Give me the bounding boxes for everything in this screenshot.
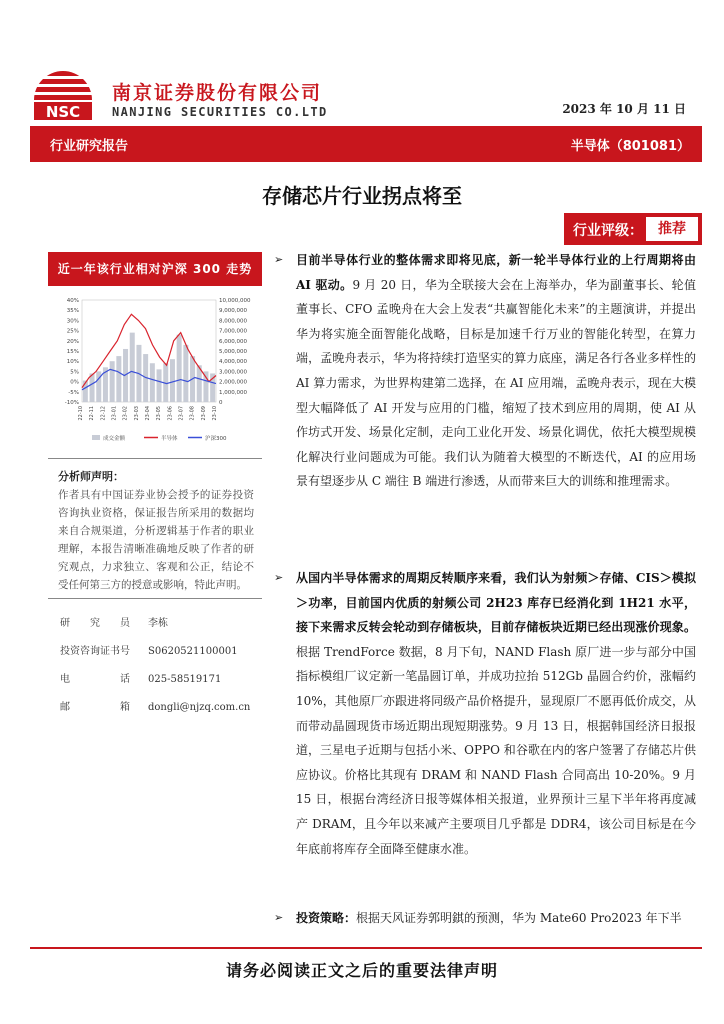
- x-tick-label: 23-10: [212, 406, 218, 421]
- volume-bar: [110, 361, 115, 402]
- paragraph-lead: 目前半导体行业的整体需求即将见底，新一轮半导体行业的上行周期将由 AI 驱动。: [296, 253, 696, 292]
- volume-bar: [177, 335, 182, 402]
- x-tick-label: 23-04: [145, 406, 151, 421]
- volume-bar: [130, 333, 135, 402]
- bullet-arrow-icon: ➢: [274, 571, 284, 584]
- contact-key: 邮 箱: [60, 702, 130, 713]
- left-tick-label: 15%: [66, 349, 79, 355]
- rating-badge: [564, 213, 702, 245]
- paragraph-demand: [274, 248, 696, 494]
- analyst-statement-text: 作者具有中国证券业协会授予的证券投资咨询执业资格，保证报告所采用的数据均来自合规渠道，分析逻辑基于作者的职业理解，本报告清晰准确地反映了作者的研究观点，力求独立、客观和公正，结论不受任何第三方的授意或影响，特此声明。: [58, 489, 254, 591]
- volume-bar: [170, 359, 175, 402]
- contact-value: S0620521100001: [148, 646, 238, 657]
- paragraph-lead: 投资策略：: [296, 911, 357, 925]
- left-tick-label: 30%: [66, 318, 79, 325]
- contact-value: 李栋: [148, 618, 168, 629]
- x-tick-label: 22-10: [78, 406, 84, 421]
- right-tick-label: 2,000,000: [219, 379, 247, 386]
- paragraph-body: 根据天风证券郭明錤的预测，华为 Mate60 Pro2023 年下半: [356, 911, 682, 925]
- report-type: 行业研究报告: [50, 139, 129, 154]
- left-tick-label: 35%: [66, 308, 79, 315]
- plot-frame: [82, 300, 216, 402]
- contact-row-analyst: [60, 614, 168, 629]
- header-bar: [30, 126, 702, 162]
- right-tick-label: 3,000,000: [219, 369, 247, 376]
- right-tick-label: 10,000,000: [219, 298, 251, 304]
- rating-value: 推荐: [646, 217, 698, 241]
- x-tick-label: 23-01: [111, 406, 118, 421]
- right-tick-label: 4,000,000: [219, 359, 247, 366]
- page-title: 存储芯片行业拐点将至: [262, 184, 462, 208]
- x-tick-label: 23-09: [200, 406, 207, 421]
- volume-bar: [90, 373, 95, 402]
- volume-bar: [116, 356, 121, 402]
- left-tick-label: 5%: [70, 369, 79, 376]
- contact-row-cert: [60, 642, 238, 657]
- chart-header: 近一年该行业相对沪深 300 走势: [48, 252, 262, 286]
- x-tick-label: 23-08: [189, 406, 196, 421]
- right-tick-label: 0: [219, 400, 223, 406]
- footer-rule: [30, 947, 702, 949]
- x-tick-label: 22-12: [100, 406, 107, 421]
- volume-bar: [150, 363, 155, 402]
- rating-label: 行业评级：: [573, 223, 643, 239]
- volume-bar: [203, 371, 208, 402]
- sector-label: 半导体（801081）: [570, 139, 690, 154]
- contact-value: 025-58519171: [148, 674, 222, 685]
- right-tick-label: 1,000,000: [219, 389, 247, 396]
- company-name-en: NANJING SECURITIES CO.LTD: [112, 105, 328, 119]
- divider: [48, 598, 262, 599]
- series-line-semiconductor: [82, 314, 216, 387]
- right-tick-label: 5,000,000: [219, 349, 247, 355]
- company-name-cn: 南京证券股份有限公司: [112, 82, 323, 104]
- contact-row-phone: [60, 670, 221, 685]
- x-tick-label: 23-02: [122, 406, 129, 421]
- legend-label: 沪深300: [205, 436, 227, 442]
- contact-value: dongli@njzq.com.cn: [148, 702, 251, 713]
- paragraph-lead: 从国内半导体需求的周期反转顺序来看，我们认为射频＞存储、CIS＞模拟＞功率，目前国内优质的射频公司 2H23 库存已经消化到 1H21 水平，接下来需求反转会轮动到存储板块，目前存储板块近期已经出现涨价现象。: [296, 571, 696, 635]
- analyst-statement-title: 分析师声明：: [58, 470, 124, 483]
- company-logo: [30, 60, 96, 122]
- left-tick-label: 25%: [66, 328, 79, 335]
- divider: [48, 458, 262, 459]
- right-tick-label: 8,000,000: [219, 318, 247, 325]
- x-tick-label: 23-03: [133, 406, 140, 421]
- left-tick-label: -5%: [68, 389, 79, 396]
- left-tick-label: 10%: [66, 359, 79, 366]
- contact-key: 投资咨询证书号: [60, 646, 130, 657]
- left-tick-label: -10%: [64, 400, 79, 406]
- logo-text: NSC: [45, 103, 81, 121]
- volume-bar: [183, 345, 188, 402]
- bullet-arrow-icon: ➢: [274, 253, 284, 266]
- series-line-hs300: [82, 369, 216, 389]
- legend-label: 成交金额: [103, 436, 126, 442]
- x-tick-label: 23-05: [156, 406, 163, 421]
- left-tick-label: 0%: [70, 379, 79, 386]
- x-tick-label: 23-06: [167, 406, 174, 421]
- paragraph-strategy: [274, 906, 696, 931]
- right-tick-label: 6,000,000: [219, 338, 247, 345]
- performance-chart: [48, 290, 262, 450]
- contact-key: 电 话: [60, 674, 130, 685]
- right-tick-label: 9,000,000: [219, 308, 247, 315]
- right-tick-label: 7,000,000: [219, 328, 247, 335]
- volume-bar: [157, 369, 162, 402]
- paragraph-body: 9 月 20 日，华为全联接大会在上海举办，华为副董事长、轮值董事长、CFO 孟晚舟在大会上发表“共赢智能化未来”的主题演讲，并提出华为将实施全面智能化战略，目标是加速千行万业的智能化转型，在算力端，孟晚舟表示，华为将持续打造坚实的算力底座，满足各行各业多样性的 AI 算力需求，为世界构建第二选择，在 AI 应用端，孟晚舟表示，现在大模型大幅降低了 AI 开发与应用的门槛，缩短了技术到应用的周期，使 AI 从作坊式开发、场景化定制，走向工业化开发、场景化调优，依托大模型规模化解决行业问题成为可能。我们认为随着大模型的不断迭代，AI 的应用场景有望逐步从 C 端往 B 端进行渗透，从而带来巨大的训练和推理需求。: [296, 277, 696, 489]
- legal-notice: 请务必阅读正文之后的重要法律声明: [225, 961, 498, 980]
- paragraph-body: 根据 TrendForce 数据，8 月下旬，NAND Flash 原厂进一步与部分中国指标模组厂议定新一笔晶圆订单，并成功拉抬 512Gb 晶圆合约价，涨幅约 10%，其他原厂亦跟进将同级产品价格提升，显现原厂不愿再低价成交，从而带动晶圆现货市场近期出现短期涨势。9 月 13 日，根据韩国经济日报报道，三星电子近期与包括小米、OPPO 和谷歌在内的客户签署了存储芯片供应协议。价格比其现有 DRAM 和 NAND Flash 合同高出 10-20%。9 月 15 日，根据台湾经济日报等媒体相关报道，业界预计三星下半年将再度减产 DRAM，且今年以来减产主要项目几乎都是 DDR4，该公司目标是在今年底前将库存全面降至健康水准。: [296, 644, 696, 856]
- report-date: 2023 年 10 月 11 日: [562, 102, 686, 116]
- x-tick-label: 22-11: [89, 406, 96, 421]
- left-tick-label: 40%: [66, 298, 79, 304]
- bullet-arrow-icon: ➢: [274, 911, 284, 924]
- x-tick-label: 23-07: [178, 406, 185, 421]
- paragraph-cycle: [274, 566, 696, 861]
- left-tick-label: 20%: [66, 338, 79, 345]
- contact-row-email: [60, 698, 250, 713]
- contact-key: 研 究 员: [60, 618, 130, 629]
- legend-label: 半导体: [161, 436, 178, 442]
- legend-swatch-volume: [92, 435, 100, 440]
